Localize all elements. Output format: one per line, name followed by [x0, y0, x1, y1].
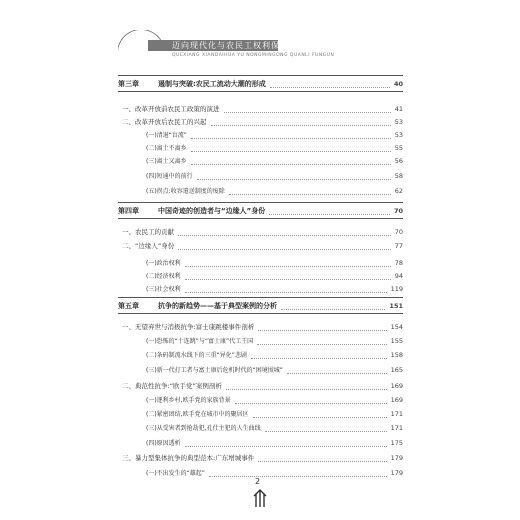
toc-entry-page: 151 [389, 302, 403, 310]
toc-entry-page: 171 [390, 410, 403, 418]
toc-entry-title: 一、改革开放前农民工政策的演进 [122, 105, 220, 113]
dot-leader [185, 437, 387, 447]
chapter-rule [118, 313, 403, 314]
toc-entry-title: (三)社会权利 [146, 286, 181, 293]
toc-entry-title: 一、农民工的贡献 [122, 228, 174, 236]
toc-entry-sub [118, 185, 403, 198]
toc-entry-sub [118, 257, 403, 270]
toc-entry-title: 二、典范性抗争:“欧手党”案例剖析 [122, 382, 222, 390]
toc-entry-sec [118, 380, 403, 393]
dot-leader [265, 422, 387, 432]
toc-entry-page: 62 [394, 187, 403, 195]
dot-leader [191, 129, 391, 139]
toc-entry-page: 94 [394, 272, 403, 280]
toc-entry-page: 41 [394, 105, 403, 113]
toc-entry-title: 二、改革开放后农民工的兴起 [122, 118, 207, 126]
chapter-rule [118, 218, 403, 219]
toc-entry-page: 70 [393, 207, 403, 215]
toc-entry-sub [118, 283, 403, 296]
header-arc-decoration [118, 30, 164, 76]
toc-entry-sec [118, 452, 403, 465]
toc-entry-page: 119 [390, 285, 403, 293]
toc-entry-title: 三、暴力型集体抗争的典型范本:广东增城事件 [122, 454, 255, 462]
dot-leader [185, 283, 387, 293]
toc-entry-page: 175 [390, 439, 403, 447]
dot-leader [185, 257, 391, 267]
toc-entry-page: 158 [390, 351, 403, 359]
toc-entry-page: 169 [390, 382, 403, 390]
toc-entry-title: (三)新一代打工者与富士康后危机时代的“困境围城” [146, 367, 283, 374]
toc-entry-sub [118, 467, 403, 480]
toc-entry-sub [118, 422, 403, 435]
dot-leader [253, 408, 387, 418]
toc-entry-page: 169 [390, 396, 403, 404]
toc-entry-page: 171 [390, 424, 403, 432]
toc-entry-title: (二)紧密团结,欧手党在城市中的聚居区 [146, 411, 249, 418]
toc-entry-sub [118, 335, 403, 348]
dot-leader [191, 142, 391, 152]
dot-leader [229, 185, 391, 195]
toc-entry-title: (一)恐怖的“十连跳”与“富士康”代工王国 [146, 338, 254, 345]
toc-entry-page: 40 [393, 80, 403, 88]
toc-entry-title: 遏制与突破:农民工流动大潮的形成 [158, 80, 266, 88]
toc-entry-title: 抗争的新趋势——基于典型案例的分析 [158, 302, 277, 310]
toc-entry-page: 155 [390, 337, 403, 345]
dot-leader [270, 78, 390, 88]
toc-entry-page: 58 [394, 172, 403, 180]
header-subtitle: QUEXIANG XIANDAIHUA YU NONGMINGONG QUANLI FUNGUN [172, 53, 335, 58]
toc-entry-title: 一、无望弃世与消极抗争:富士康跳楼事件剖析 [122, 323, 255, 331]
toc-entry-page: 154 [390, 323, 403, 331]
toc-entry-title: (二)离土不离乡 [146, 145, 187, 152]
toc-entry-sub [118, 349, 403, 362]
dot-leader [185, 270, 391, 280]
toc-entry-sub [118, 364, 403, 377]
toc-entry-page: 78 [394, 259, 403, 267]
toc-entry-chap [118, 205, 403, 218]
toc-entry-title: 二、“边缘人”身份 [122, 242, 175, 250]
toc-entry-sub [118, 408, 403, 421]
page-footer-ornament-icon [252, 488, 268, 508]
toc-entry-title: (一)逐利乡村,欧手党的家族背景 [146, 397, 231, 404]
toc-entry-page: 70 [394, 228, 403, 236]
dot-leader [258, 452, 387, 462]
dot-leader [257, 335, 387, 345]
toc-entry-page: 56 [394, 157, 403, 165]
toc-entry-title: (二)经济权利 [146, 273, 181, 280]
toc-entry-title: (一)政治权利 [146, 260, 181, 267]
page-number: 2 [255, 477, 261, 486]
header-title: 迈向现代化与农民工权利保障 [172, 41, 289, 50]
chapter-number: 第三章 [118, 80, 139, 88]
toc-entry-chap [118, 300, 403, 313]
toc-entry-sub [118, 142, 403, 155]
toc-entry-chap [118, 78, 403, 91]
toc-entry-sub [118, 155, 403, 168]
toc-entry-page: 53 [394, 131, 403, 139]
chapter-rule [118, 91, 403, 92]
toc-entry-title: (五)拐点:收容遣送制度的废除 [146, 188, 225, 195]
dot-leader [281, 300, 385, 310]
toc-entry-page: 55 [394, 144, 403, 152]
toc-entry-title: 中国奇迹的创造者与“边缘人”身份 [158, 207, 266, 215]
dot-leader [269, 205, 390, 215]
dot-leader [191, 155, 391, 165]
toc-entry-page: 53 [394, 118, 403, 126]
toc-entry-sub [118, 394, 403, 407]
chapter-rule [118, 202, 403, 203]
toc-entry-title: (四)短通中的前行 [146, 173, 193, 180]
toc-entry-page: 165 [390, 366, 403, 374]
chapter-number: 第五章 [118, 302, 139, 310]
dot-leader [224, 103, 391, 113]
dot-leader [211, 116, 391, 126]
toc-entry-title: (三)从受害者到抢劫犯,孔仕主犯的人生曲线 [146, 425, 261, 432]
dot-leader [258, 321, 387, 331]
toc-entry-sub [118, 437, 403, 450]
dot-leader [251, 349, 387, 359]
toc-entry-title: (二)条码制流水线下的三重“异化”悲剧 [146, 352, 247, 359]
dot-leader [235, 394, 387, 404]
toc-entry-page: 77 [394, 242, 403, 250]
toc-entry-page: 179 [390, 469, 403, 477]
dot-leader [209, 467, 387, 477]
chapter-rule [118, 75, 403, 76]
dot-leader [287, 364, 387, 374]
toc-entry-sec [118, 103, 403, 116]
toc-entry-sub [118, 129, 403, 142]
toc-entry-title: (一)清退“盲流” [146, 132, 187, 139]
toc-entry-sec [118, 226, 403, 239]
toc-entry-page: 179 [390, 454, 403, 462]
toc-entry-title: (一)不出发生的“雄起” [146, 470, 205, 477]
toc-entry-title: (三)离土又离乡 [146, 158, 187, 165]
toc-entry-sec [118, 321, 403, 334]
toc-entry-title: (四)原因透析 [146, 440, 181, 447]
dot-leader [197, 170, 391, 180]
toc-entry-sec [118, 116, 403, 129]
chapter-number: 第四章 [118, 207, 139, 215]
chapter-rule [118, 297, 403, 298]
toc-entry-sub [118, 170, 403, 183]
toc-entry-sec [118, 240, 403, 253]
dot-leader [178, 226, 391, 236]
dot-leader [226, 380, 387, 390]
dot-leader [178, 240, 391, 250]
toc-entry-sub [118, 270, 403, 283]
